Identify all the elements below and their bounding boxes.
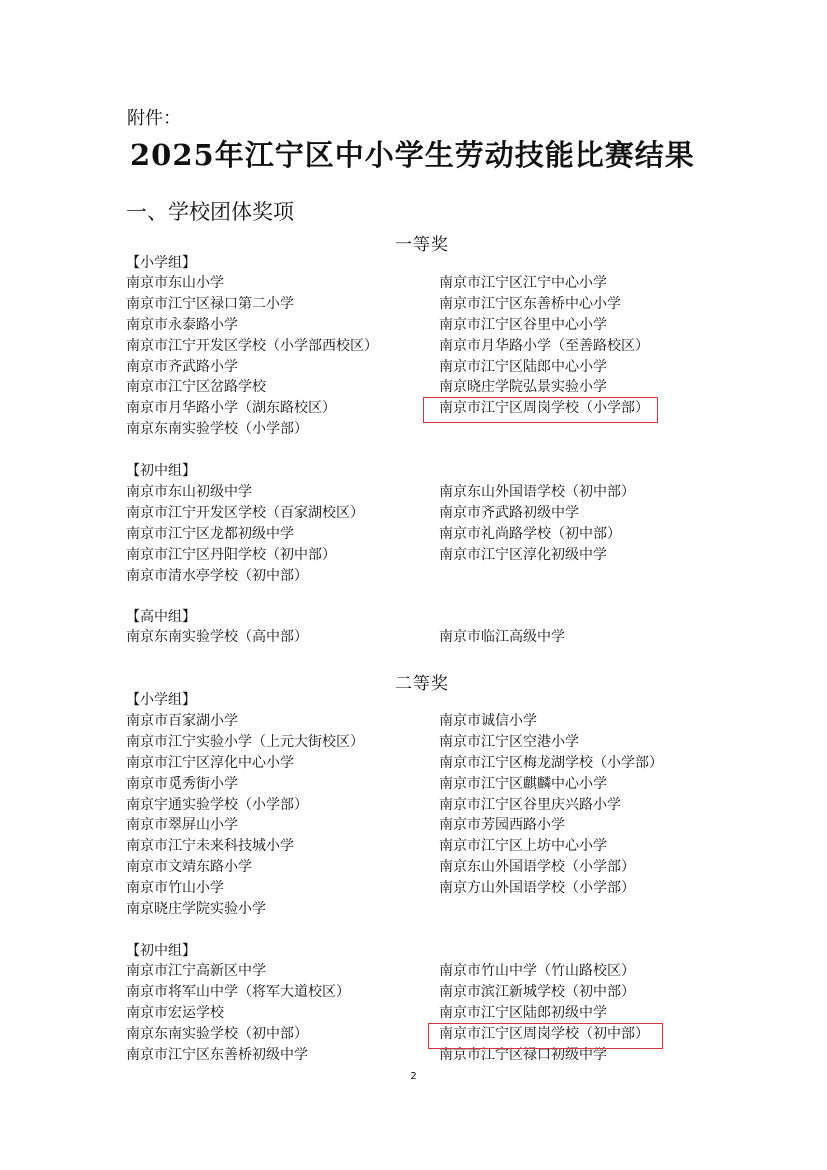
school-list-item: 南京市月华路小学（至善路校区） xyxy=(439,337,649,354)
school-list-item: 南京市江宁区梅龙湖学校（小学部） xyxy=(439,754,663,771)
school-list-item: 南京市文靖东路小学 xyxy=(126,859,252,876)
school-list-item: 南京市礼尚路学校（初中部） xyxy=(439,525,621,542)
second-primary-group-label: 【小学组】 xyxy=(126,692,196,708)
school-list-item: 南京市翠屏山小学 xyxy=(126,817,238,834)
school-list-item: 南京市江宁未来科技城小学 xyxy=(126,838,294,855)
school-list-item: 南京市江宁区谷里庆兴路小学 xyxy=(439,796,621,813)
first-senior-group-label: 【高中组】 xyxy=(126,609,196,625)
school-list-item: 南京宇通实验学校（小学部） xyxy=(126,796,308,813)
section-heading: 一、学校团体奖项 xyxy=(126,200,294,224)
second-junior-right-list xyxy=(439,961,649,1065)
school-list-item: 南京市江宁区禄口初级中学 xyxy=(439,1046,607,1063)
school-list-item: 南京市临江高级中学 xyxy=(439,629,565,645)
school-list-item: 南京东山外国语学校（小学部） xyxy=(439,859,635,876)
attachment-label: 附件： xyxy=(127,108,181,129)
school-list-item: 南京方山外国语学校（小学部） xyxy=(439,880,635,897)
school-list-item: 南京市江宁区周岗学校（小学部） xyxy=(439,400,649,417)
school-list-item: 南京市齐武路小学 xyxy=(126,358,238,375)
school-list-item: 南京市江宁区陆郎中心小学 xyxy=(439,358,607,375)
highlight-box-primary xyxy=(423,397,658,423)
page-title: 2025年江宁区中小学生劳动技能比赛结果 xyxy=(130,138,695,172)
school-list-item: 南京市江宁区上坊中心小学 xyxy=(439,838,607,855)
second-prize-heading: 二等奖 xyxy=(395,674,449,694)
school-list-item: 南京市百家湖小学 xyxy=(126,713,238,729)
school-list-item: 南京晓庄学院弘景实验小学 xyxy=(439,379,607,396)
school-list-item: 南京东南实验学校（高中部） xyxy=(126,629,308,645)
school-list-item: 南京市宏运学校 xyxy=(126,1004,224,1021)
page-number: 2 xyxy=(410,1071,417,1082)
school-list-item: 南京市江宁区丹阳学校（初中部） xyxy=(126,546,336,563)
first-senior-left-list xyxy=(126,627,308,648)
school-list-item: 南京晓庄学院实验小学 xyxy=(126,901,266,918)
school-list-item: 南京市江宁区龙都初级中学 xyxy=(126,525,294,542)
school-list-item: 南京市江宁区禄口第二小学 xyxy=(126,295,294,312)
school-list-item: 南京市江宁区空港小学 xyxy=(439,733,579,750)
first-junior-left-list xyxy=(126,482,364,586)
first-junior-right-list xyxy=(439,482,635,566)
school-list-item: 南京市将军山中学（将军大道校区） xyxy=(126,983,350,1000)
school-list-item: 南京市芳园西路小学 xyxy=(439,817,565,834)
school-list-item: 南京市江宁高新区中学 xyxy=(126,963,266,979)
second-primary-right-list xyxy=(439,711,663,899)
school-list-item: 南京市永泰路小学 xyxy=(126,316,238,333)
school-list-item: 南京市江宁区东善桥初级中学 xyxy=(126,1046,308,1063)
school-list-item: 南京市江宁开发区学校（小学部西校区） xyxy=(126,337,378,354)
first-primary-group-label: 【小学组】 xyxy=(126,255,196,271)
school-list-item: 南京市月华路小学（湖东路校区） xyxy=(126,400,336,417)
school-list-item: 南京市江宁区江宁中心小学 xyxy=(439,275,607,291)
school-list-item: 南京市竹山小学 xyxy=(126,880,224,897)
first-prize-heading: 一等奖 xyxy=(395,235,449,255)
school-list-item: 南京市齐武路初级中学 xyxy=(439,504,579,521)
school-list-item: 南京市江宁区东善桥中心小学 xyxy=(439,295,621,312)
school-list-item: 南京市竹山中学（竹山路校区） xyxy=(439,963,635,979)
school-list-item: 南京市滨江新城学校（初中部） xyxy=(439,983,635,1000)
school-list-item: 南京东南实验学校（小学部） xyxy=(126,421,308,438)
school-list-item: 南京市江宁区麒麟中心小学 xyxy=(439,775,607,792)
first-primary-left-list xyxy=(126,273,378,440)
school-list-item: 南京市清水亭学校（初中部） xyxy=(126,567,308,584)
school-list-item: 南京市江宁开发区学校（百家湖校区） xyxy=(126,504,364,521)
second-junior-left-list xyxy=(126,961,350,1065)
first-junior-group-label: 【初中组】 xyxy=(126,463,196,479)
school-list-item: 南京市江宁实验小学（上元大街校区） xyxy=(126,733,364,750)
school-list-item: 南京市东山小学 xyxy=(126,275,224,291)
school-list-item: 南京市诚信小学 xyxy=(439,713,537,729)
school-list-item: 南京市东山初级中学 xyxy=(126,484,252,500)
school-list-item: 南京市江宁区谷里中心小学 xyxy=(439,316,607,333)
school-list-item: 南京东山外国语学校（初中部） xyxy=(439,484,635,500)
school-list-item: 南京市江宁区淳化初级中学 xyxy=(439,546,607,563)
school-list-item: 南京市觅秀街小学 xyxy=(126,775,238,792)
school-list-item: 南京东南实验学校（初中部） xyxy=(126,1025,308,1042)
first-senior-right-list xyxy=(439,627,565,648)
school-list-item: 南京市江宁区陆郎初级中学 xyxy=(439,1004,607,1021)
highlight-box-junior xyxy=(428,1023,663,1049)
second-primary-left-list xyxy=(126,711,364,920)
second-junior-group-label: 【初中组】 xyxy=(126,943,196,959)
school-list-item: 南京市江宁区周岗学校（初中部） xyxy=(439,1025,649,1042)
school-list-item: 南京市江宁区岔路学校 xyxy=(126,379,266,396)
school-list-item: 南京市江宁区淳化中心小学 xyxy=(126,754,294,771)
